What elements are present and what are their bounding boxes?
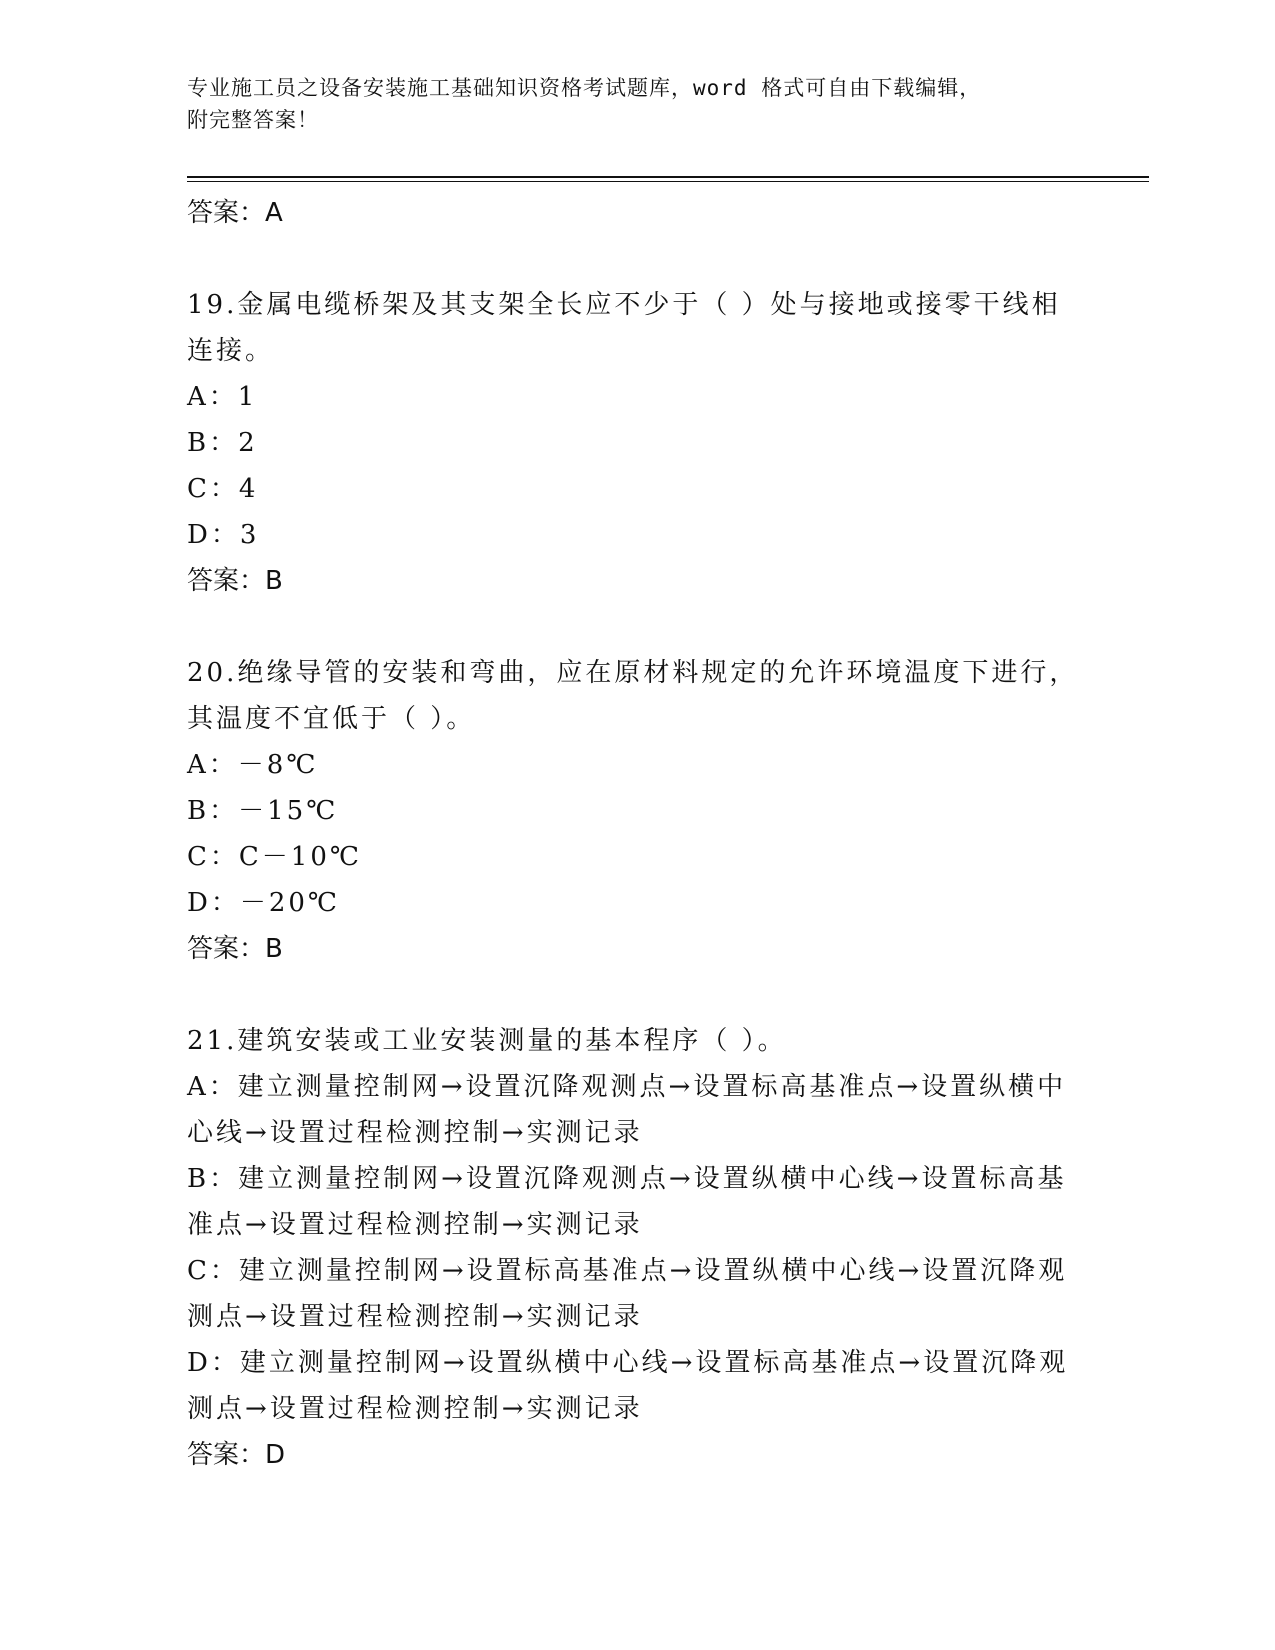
option-line: A：－8℃ — [187, 750, 319, 780]
option-line: D：－20℃ — [187, 888, 341, 918]
option-line: D：建立测量控制网→设置纵横中心线→设置标高基准点→设置沉降观 — [187, 1348, 1069, 1378]
option-line: B：－15℃ — [187, 796, 339, 826]
option-b — [187, 1156, 1087, 1248]
option-d — [187, 880, 1087, 926]
option-d — [187, 512, 1087, 558]
previous-answer: 答案：A — [187, 198, 283, 228]
option-b — [187, 788, 1087, 834]
option-line: B：建立测量控制网→设置沉降观测点→设置纵横中心线→设置标高基 — [187, 1164, 1067, 1194]
question-stem-line: 21.建筑安装或工业安装测量的基本程序（ ）。 — [187, 1026, 787, 1056]
question-19 — [187, 282, 1087, 604]
question-stem — [187, 282, 1087, 374]
header-rule-thin — [187, 181, 1149, 182]
option-line: 准点→设置过程检测控制→实测记录 — [187, 1210, 643, 1240]
answer-line: 答案：B — [187, 566, 283, 596]
option-line: A：1 — [187, 382, 258, 412]
question-stem — [187, 650, 1087, 742]
question-stem-line: 20.绝缘导管的安装和弯曲，应在原材料规定的允许环境温度下进行， — [187, 658, 1079, 688]
question-stem-line: 其温度不宜低于（ ）。 — [187, 704, 476, 734]
question-stem-line: 19.金属电缆桥架及其支架全长应不少于（ ）处与接地或接零干线相 — [187, 290, 1061, 320]
option-line: C：C－10℃ — [187, 842, 362, 872]
option-a — [187, 1064, 1087, 1156]
question-stem-line: 连接。 — [187, 336, 275, 366]
header-title-line-1: 专业施工员之设备安装施工基础知识资格考试题库，word 格式可自由下载编辑， — [187, 76, 982, 100]
option-line: C：建立测量控制网→设置标高基准点→设置纵横中心线→设置沉降观 — [187, 1256, 1068, 1286]
option-d — [187, 1340, 1087, 1432]
spacer — [187, 604, 1087, 650]
option-a — [187, 374, 1087, 420]
option-c — [187, 466, 1087, 512]
spacer — [187, 236, 1087, 282]
page-header — [187, 72, 1047, 136]
answer-line: 答案：B — [187, 934, 283, 964]
answer-line: 答案：D — [187, 1440, 286, 1470]
question-21 — [187, 1018, 1087, 1478]
option-line: C：4 — [187, 474, 259, 504]
header-title-line-2: 附完整答案！ — [187, 108, 319, 132]
option-line: A：建立测量控制网→设置沉降观测点→设置标高基准点→设置纵横中 — [187, 1072, 1067, 1102]
option-line: B：2 — [187, 428, 258, 458]
question-20 — [187, 650, 1087, 972]
option-c — [187, 834, 1087, 880]
header-rule-thick — [187, 176, 1149, 178]
spacer — [187, 972, 1087, 1018]
question-list — [187, 190, 1087, 1478]
option-line: D：3 — [187, 520, 260, 550]
option-line: 心线→设置过程检测控制→实测记录 — [187, 1118, 643, 1148]
option-line: 测点→设置过程检测控制→实测记录 — [187, 1394, 643, 1424]
option-line: 测点→设置过程检测控制→实测记录 — [187, 1302, 643, 1332]
option-c — [187, 1248, 1087, 1340]
option-b — [187, 420, 1087, 466]
question-stem — [187, 1018, 1087, 1064]
option-a — [187, 742, 1087, 788]
